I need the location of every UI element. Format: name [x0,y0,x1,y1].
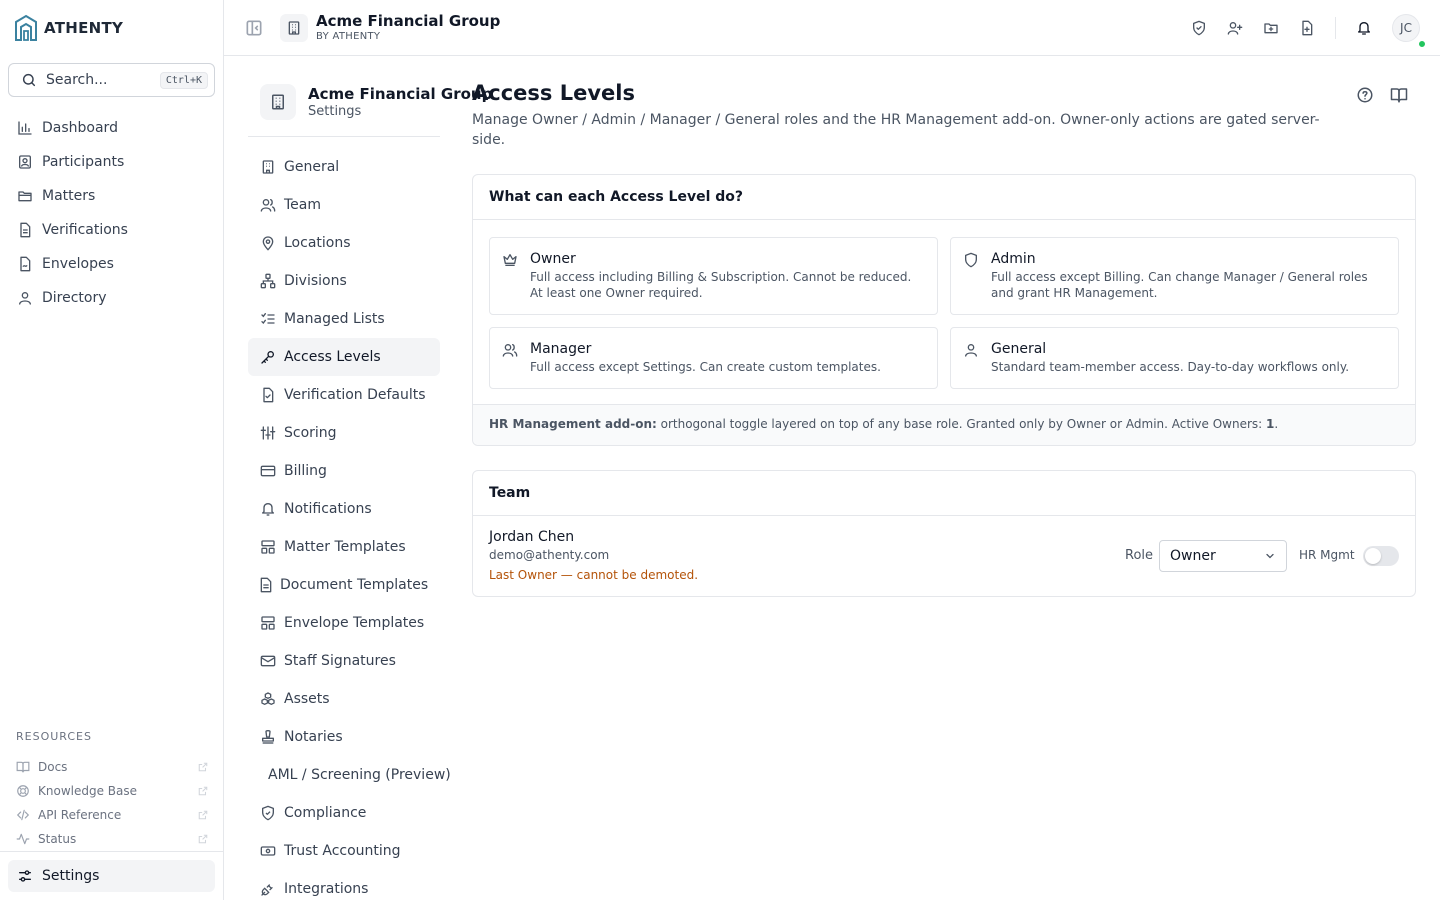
resource-link-knowledge-base[interactable] [16,779,208,803]
access-level-description: Full access except Billing. Can change Manager / General roles and grant HR Management. [991,270,1368,300]
settings-item-label: Team [284,197,322,213]
settings-item-divisions[interactable] [248,262,440,300]
settings-item-assets[interactable] [248,680,440,718]
user-avatar[interactable]: JC [1392,14,1420,42]
settings-item-general[interactable] [248,148,440,186]
settings-item-label: Document Templates [280,577,429,593]
role-select[interactable] [1159,540,1287,572]
banknote-icon [260,843,276,859]
hr-note-label: HR Management add-on: [489,417,657,431]
settings-item-team[interactable] [248,186,440,224]
settings-item-compliance[interactable] [248,794,440,832]
lifebuoy-icon [16,784,30,798]
settings-item-label: Staff Signatures [284,653,396,669]
settings-sliders-icon [17,868,33,884]
settings-item-label: Matter Templates [284,539,406,555]
settings-item-label: Scoring [284,425,337,441]
nav-item-label: Matters [42,188,96,204]
external-link-icon [198,762,208,772]
settings-item-locations[interactable] [248,224,440,262]
bar-chart-icon [17,120,33,136]
access-level-description: Full access including Billing & Subscription. Cannot be reduced. At least one Owner required. [530,270,912,300]
credit-card-icon [260,463,276,479]
resource-label: Status [38,832,77,846]
book-open-icon[interactable] [1390,86,1410,106]
settings-org-name: Acme Financial Group [308,85,493,103]
settings-item-verification-defaults[interactable] [248,376,440,414]
card-title: What can each Access Level do? [473,175,1415,220]
layout-icon [260,615,276,631]
access-level-admin [950,237,1399,315]
settings-subnav-header [248,84,493,136]
layout-icon [260,539,276,555]
resources-title: RESOURCES [16,730,92,743]
access-level-name: Manager [530,341,592,357]
header-divider [1335,17,1336,39]
settings-item-notifications[interactable] [248,490,440,528]
help-circle-icon[interactable] [1356,86,1376,106]
settings-item-label: Divisions [284,273,347,289]
settings-item-document-templates[interactable] [248,566,440,604]
shield-check-icon[interactable] [1189,18,1209,38]
access-level-name: General [991,341,1047,357]
settings-subtitle: Settings [308,104,362,119]
access-level-general [950,327,1399,389]
code-icon [16,808,30,822]
settings-label: Settings [42,868,100,884]
access-levels-card [472,174,1416,446]
settings-item-label: Assets [284,691,330,707]
org-building-icon [260,84,296,120]
building-icon [260,159,276,175]
external-link-icon [198,810,208,820]
app-sidebar [0,0,224,900]
settings-item-label: Compliance [284,805,367,821]
settings-item-aml-screening[interactable] [248,756,458,794]
member-email: demo@athenty.com [489,548,610,562]
last-owner-warning: Last Owner — cannot be demoted. [489,568,699,582]
access-level-name: Owner [530,251,576,267]
signed-document-icon [17,256,33,272]
settings-item-label: Managed Lists [284,311,385,327]
settings-subnav [248,56,493,900]
team-card [472,470,1416,597]
crown-icon [502,252,518,268]
file-plus-icon[interactable] [1297,18,1317,38]
users-icon [260,197,276,213]
settings-item-label: General [284,159,340,175]
athenty-logo-icon [14,14,38,42]
brand-name: ATHENTY [44,19,124,37]
search-placeholder: Search... [46,72,108,88]
sidebar-toggle-icon[interactable] [244,18,264,38]
role-value: Owner [1170,548,1216,564]
settings-item-notaries[interactable] [248,718,440,756]
boxes-icon [260,691,276,707]
settings-item-integrations[interactable] [248,870,440,908]
resource-link-api-reference[interactable] [16,803,208,827]
settings-item-matter-templates[interactable] [248,528,440,566]
settings-item-label: Verification Defaults [284,387,426,403]
member-name: Jordan Chen [489,529,575,545]
active-owners-count: 1 [1266,417,1275,431]
external-link-icon [198,786,208,796]
brand-logo[interactable] [14,14,123,42]
settings-item-staff-signatures[interactable] [248,642,440,680]
sliders-icon [260,425,276,441]
nav-item-label: Participants [42,154,125,170]
add-user-icon[interactable] [1225,18,1245,38]
settings-item-label: Locations [284,235,351,251]
resource-link-docs[interactable] [16,755,208,779]
settings-item-label: Access Levels [284,349,381,365]
nav-item-dashboard[interactable] [8,111,215,145]
search-icon [21,72,37,88]
nav-item-directory[interactable] [8,281,215,315]
file-check-icon [260,387,276,403]
activity-icon [16,832,30,846]
subnav-divider [248,136,440,137]
hr-note-text: orthogonal toggle layered on top of any base role. Granted only by Owner or Admin. Active Owners: [656,417,1266,431]
resource-label: Knowledge Base [38,784,137,798]
users-icon [502,342,518,358]
resource-label: API Reference [38,808,122,822]
contact-icon [17,154,33,170]
shield-icon [963,252,979,268]
page-description: Manage Owner / Admin / Manager / General roles and the HR Management add-on. Owner-only actions are gated server-side. [472,112,1320,148]
page-title: Access Levels [472,81,635,105]
settings-item-label: Trust Accounting [284,843,401,859]
folder-plus-icon[interactable] [1261,18,1281,38]
hr-note-end: . [1274,417,1279,431]
key-icon [260,349,276,365]
settings-item-label: Envelope Templates [284,615,425,631]
nav-item-settings[interactable] [8,860,215,892]
nav-item-matters[interactable] [8,179,215,213]
main-nav [8,111,215,315]
nav-item-label: Directory [42,290,107,306]
settings-item-managed-lists[interactable] [248,300,440,338]
user-icon [17,290,33,306]
mail-icon [260,653,276,669]
org-name[interactable]: Acme Financial Group [316,12,501,30]
map-pin-icon [260,235,276,251]
hr-management-note [473,404,1415,445]
shield-check-icon [260,805,276,821]
resource-label: Docs [38,760,68,774]
online-status-dot [1418,40,1426,48]
hr-mgmt-label: HR Mgmt [1299,548,1355,562]
toggle-knob [1365,548,1381,564]
org-subtitle: BY ATHENTY [316,31,381,42]
nav-item-label: Dashboard [42,120,118,136]
external-link-icon [198,834,208,844]
settings-item-scoring[interactable] [248,414,440,452]
org-building-icon [280,14,308,42]
nav-item-verifications[interactable] [8,213,215,247]
document-icon [17,222,33,238]
user-icon [963,342,979,358]
sidebar-divider [0,851,223,852]
nav-item-label: Verifications [42,222,128,238]
settings-item-label: Integrations [284,881,369,897]
nav-item-envelopes[interactable] [8,247,215,281]
settings-menu [248,148,458,908]
settings-item-envelope-templates[interactable] [248,604,440,642]
resources-section [16,730,208,851]
search-shortcut: Ctrl+K [160,72,208,89]
bell-icon [260,501,276,517]
role-label: Role [1125,548,1154,563]
settings-item-label: Billing [284,463,327,479]
access-level-description: Standard team-member access. Day-to-day workflows only. [991,360,1350,374]
file-icon [260,577,272,593]
chevron-down-icon [1264,550,1276,562]
top-header [224,0,1440,56]
resource-link-status[interactable] [16,827,208,851]
folder-icon [17,188,33,204]
access-level-owner [489,237,938,315]
settings-item-access-levels[interactable] [248,338,440,376]
access-level-name: Admin [991,251,1036,267]
nav-item-participants[interactable] [8,145,215,179]
settings-item-billing[interactable] [248,452,440,490]
hr-mgmt-toggle[interactable] [1363,546,1399,566]
access-level-description: Full access except Settings. Can create custom templates. [530,360,881,374]
book-icon [16,760,30,774]
bell-icon[interactable] [1354,18,1374,38]
settings-item-trust-accounting[interactable] [248,832,440,870]
plug-icon [260,881,276,897]
network-icon [260,273,276,289]
nav-item-label: Envelopes [42,256,114,272]
settings-item-label: Notifications [284,501,372,517]
card-title: Team [473,471,1415,516]
list-checks-icon [260,311,276,327]
settings-item-label: AML / Screening (Preview) [268,767,451,783]
stamp-icon [260,729,276,745]
search-input[interactable] [8,63,215,97]
settings-item-label: Notaries [284,729,343,745]
access-level-manager [489,327,938,389]
